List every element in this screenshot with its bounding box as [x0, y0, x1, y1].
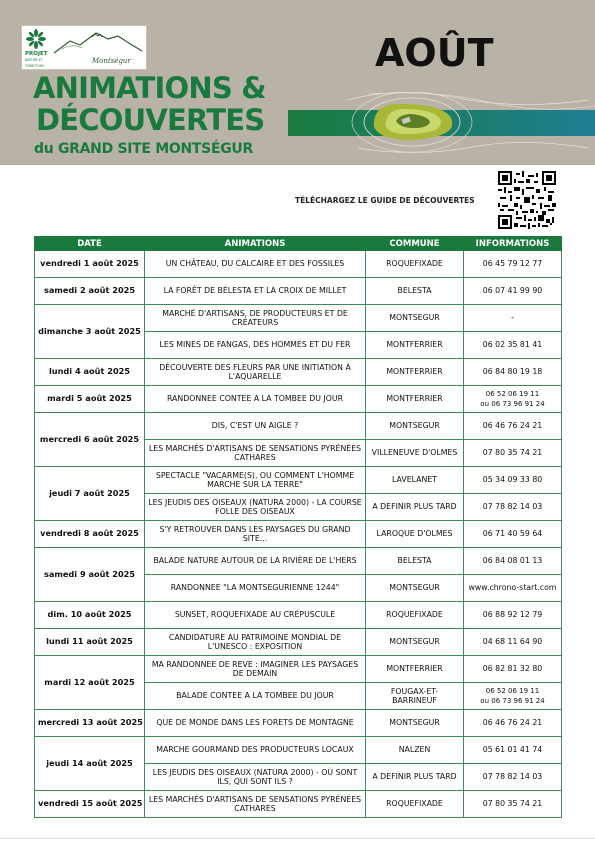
event-commune: NALZEN: [366, 737, 464, 764]
event-animation: LES JEUDIS DES OISEAUX (NATURA 2000) - OÙ SONT ILS, QUI SONT ILS ?: [145, 764, 366, 791]
event-info: [464, 602, 562, 629]
event-info-line: 05 61 01 41 74: [482, 745, 543, 755]
month-title: AOÛT: [375, 31, 494, 75]
event-info-line: 06 82 81 32 80: [482, 664, 543, 674]
event-info-line: 06 84 80 19 18: [482, 367, 543, 377]
event-commune: MONTSEGUR: [366, 575, 464, 602]
table-header-row: [35, 237, 562, 251]
table-row: [35, 251, 562, 278]
event-date: vendredi 8 août 2025: [35, 521, 145, 548]
event-date: lundi 4 août 2025: [35, 359, 145, 386]
table-row: [35, 791, 562, 818]
event-date: jeudi 7 août 2025: [35, 467, 145, 521]
table-row: [35, 305, 562, 332]
event-commune: MONTFERRIER: [366, 332, 464, 359]
event-commune: MONTFERRIER: [366, 656, 464, 683]
event-info: [464, 521, 562, 548]
table-row: [35, 737, 562, 764]
event-date: mercredi 13 août 2025: [35, 710, 145, 737]
event-info: [464, 386, 562, 413]
event-date: lundi 11 août 2025: [35, 629, 145, 656]
event-animation: LA FORÊT DE BÉLESTA ET LA CROIX DE MILLET: [145, 278, 366, 305]
event-commune: LAROQUE D'OLMES: [366, 521, 464, 548]
event-info: [464, 359, 562, 386]
event-commune: ROQUEFIXADE: [366, 791, 464, 818]
event-info: [464, 548, 562, 575]
event-info: [464, 332, 562, 359]
event-info-line: 06 02 35 81 41: [482, 340, 543, 350]
event-animation: LES MINES DE FANGAS, DES HOMMES ET DU FER: [145, 332, 366, 359]
event-info: [464, 278, 562, 305]
event-animation: LES MARCHÉS D'ARTISANS DE SENSATIONS PYRÉNÉES CATHARES: [145, 440, 366, 467]
event-info-line: www.chrono-start.com: [468, 583, 557, 593]
guide-download-label: TÉLÉCHARGEZ LE GUIDE DE DÉCOUVERTES: [295, 196, 475, 205]
event-info-line: 06 46 76 24 21: [482, 718, 543, 728]
event-info-line: 06 52 06 19 11: [485, 686, 540, 695]
logo-projet-text: PROJET NATURE ET TERRITOIRE: [25, 51, 48, 68]
table-row: [35, 710, 562, 737]
event-commune: VILLENEUVE D'OLMES: [366, 440, 464, 467]
table-row: [35, 278, 562, 305]
events-table: [34, 236, 562, 818]
event-animation: MARCHE GOURMAND DES PRODUCTEURS LOCAUX: [145, 737, 366, 764]
event-animation: SPECTACLE "VACARME(S), OU COMMENT L'HOMME MARCHE SUR LA TERRE": [145, 467, 366, 494]
col-header-animations: ANIMATIONS: [145, 237, 366, 251]
event-animation: BALADE CONTEE A LA TOMBEE DU JOUR: [145, 683, 366, 710]
logo-place-text: Montségur: [92, 57, 131, 65]
event-commune: FOUGAX-ET-BARRINEUF: [366, 683, 464, 710]
event-animation: UN CHÂTEAU, DU CALCAIRE ET DES FOSSILES: [145, 251, 366, 278]
event-date: dimanche 3 août 2025: [35, 305, 145, 359]
event-info-line: ou 06 73 96 91 24: [480, 697, 545, 705]
event-info-line: 07 78 82 14 03: [482, 502, 543, 512]
event-info-line: -: [511, 313, 514, 323]
event-animation: MARCHÉ D'ARTISANS, DE PRODUCTEURS ET DE CRÉATEURS: [145, 305, 366, 332]
event-date: mardi 5 août 2025: [35, 386, 145, 413]
event-commune: MONTSEGUR: [366, 710, 464, 737]
event-date: mercredi 6 août 2025: [35, 413, 145, 467]
event-animation: LES MARCHÉS D'ARTISANS DE SENSATIONS PYRÉNÉES CATHARES: [145, 791, 366, 818]
event-info-line: 06 71 40 59 64: [482, 529, 543, 539]
event-animation: RANDONNEE CONTEE A LA TOMBEE DU JOUR: [145, 386, 366, 413]
event-animation: CANDIDATURE AU PATRIMOINE MONDIAL DE L'UNESCO : EXPOSITION: [145, 629, 366, 656]
event-info-line: 06 45 79 12 77: [482, 259, 543, 269]
event-animation: MA RANDONNEE DE REVE : IMAGINER LES PAYSAGES DE DEMAIN: [145, 656, 366, 683]
event-info-line: 07 78 82 14 03: [482, 772, 543, 782]
event-animation: S'Y RETROUVER DANS LES PAYSAGES DU GRAND SITE...: [145, 521, 366, 548]
event-info-line: 07 80 35 74 21: [482, 448, 543, 458]
event-info-line: 07 80 35 74 21: [482, 799, 543, 809]
event-info: [464, 656, 562, 683]
event-info: [464, 764, 562, 791]
event-commune: BELESTA: [366, 548, 464, 575]
event-animation: LES JEUDIS DES OISEAUX (NATURA 2000) - LA COURSE FOLLE DES OISEAUX: [145, 494, 366, 521]
event-info-line: 06 07 41 99 90: [482, 286, 543, 296]
table-row: [35, 386, 562, 413]
event-commune: MONTFERRIER: [366, 359, 464, 386]
event-info-line: 06 52 06 19 11: [485, 389, 540, 398]
event-animation: DÉCOUVERTE DES FLEURS PAR UNE INITIATION À L'AQUARELLE: [145, 359, 366, 386]
event-info-line: 04 68 11 64 90: [482, 637, 543, 647]
event-animation: RANDONNEE "LA MONTSEGURIENNE 1244": [145, 575, 366, 602]
title-line-1: ANIMATIONS &: [33, 71, 266, 105]
event-date: vendredi 1 août 2025: [35, 251, 145, 278]
event-commune: A DEFINIR PLUS TARD: [366, 494, 464, 521]
table-row: [35, 413, 562, 440]
logo: [21, 25, 147, 70]
mountain-logo-icon: [52, 29, 144, 57]
event-info[interactable]: [464, 575, 562, 602]
event-info-line: 05 34 09 33 80: [482, 475, 543, 485]
event-commune: BELESTA: [366, 278, 464, 305]
topographic-banner-graphic: [288, 92, 595, 154]
event-info: [464, 251, 562, 278]
footer-divider: [0, 838, 595, 839]
event-date: mardi 12 août 2025: [35, 656, 145, 710]
leaf-logo-icon: [25, 28, 47, 50]
event-info: [464, 413, 562, 440]
event-info-line: ou 06 73 96 91 24: [480, 400, 545, 408]
event-date: jeudi 14 août 2025: [35, 737, 145, 791]
event-info-line: 06 88 92 12 79: [482, 610, 543, 620]
event-info: [464, 467, 562, 494]
event-commune: MONTSEGUR: [366, 629, 464, 656]
event-animation: DIS, C'EST UN AIGLE ?: [145, 413, 366, 440]
event-commune: MONTFERRIER: [366, 386, 464, 413]
event-animation: BALADE NATURE AUTOUR DE LA RIVIÈRE DE L'HERS: [145, 548, 366, 575]
event-commune: A DEFINIR PLUS TARD: [366, 764, 464, 791]
event-commune: ROQUEFIXADE: [366, 251, 464, 278]
event-info: [464, 629, 562, 656]
event-info-line: 06 84 08 01 13: [482, 556, 543, 566]
event-date: dim. 10 août 2025: [35, 602, 145, 629]
table-row: [35, 548, 562, 575]
table-row: [35, 359, 562, 386]
event-commune: MONTSEGUR: [366, 413, 464, 440]
table-row: [35, 629, 562, 656]
col-header-date: DATE: [35, 237, 145, 251]
event-info: [464, 440, 562, 467]
event-commune: LAVELANET: [366, 467, 464, 494]
event-info-line: 06 46 76 24 21: [482, 421, 543, 431]
event-info: [464, 710, 562, 737]
event-date: samedi 2 août 2025: [35, 278, 145, 305]
event-info: [464, 737, 562, 764]
event-date: samedi 9 août 2025: [35, 548, 145, 602]
event-info: [464, 791, 562, 818]
col-header-informations: INFORMATIONS: [464, 237, 562, 251]
event-commune: MONTSEGUR: [366, 305, 464, 332]
event-date: vendredi 15 août 2025: [35, 791, 145, 818]
event-animation: SUNSET, ROQUEFIXADE AU CRÉPUSCULE: [145, 602, 366, 629]
event-info: [464, 494, 562, 521]
table-row: [35, 521, 562, 548]
title-line-3: du GRAND SITE MONTSÉGUR: [34, 141, 253, 157]
col-header-commune: COMMUNE: [366, 237, 464, 251]
table-body: [35, 251, 562, 818]
event-info: [464, 683, 562, 710]
table-row: [35, 467, 562, 494]
event-info: [464, 305, 562, 332]
title-line-2: DÉCOUVERTES: [36, 103, 265, 137]
table-row: [35, 602, 562, 629]
qr-code[interactable]: [498, 171, 556, 229]
table-row: [35, 656, 562, 683]
event-commune: ROQUEFIXADE: [366, 602, 464, 629]
event-animation: QUE DE MONDE DANS LES FORETS DE MONTAGNE: [145, 710, 366, 737]
header-banner: [0, 0, 595, 165]
